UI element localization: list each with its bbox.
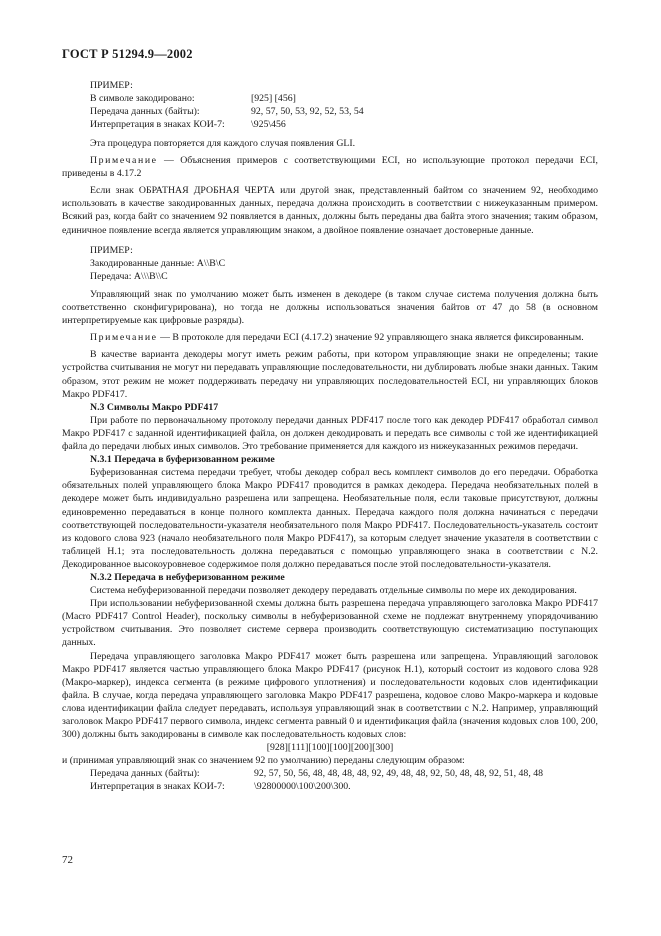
example-row-label: В символе закодировано: [90, 93, 195, 105]
codeword-sequence: [928][111][100][100][200][300] [266, 742, 394, 754]
text-block-2 [62, 288, 598, 794]
transmission-row [62, 767, 598, 780]
note-label: Примечание [90, 332, 158, 344]
example-row-value: [925] [456] [251, 93, 296, 105]
transmission-row-label: Передача данных (байты): [90, 768, 200, 780]
paragraph: Система небуферизованной передачи позволяет декодеру передавать отдельные символы по мере их декодирования. [90, 585, 577, 597]
example-block-1 [62, 79, 598, 131]
example-line: Закодированные данные: A\\B\C [90, 258, 226, 270]
page-header-title: ГОСТ Р 51294.9—2002 [62, 47, 193, 61]
paragraph: Если знак ОБРАТНАЯ ДРОБНАЯ ЧЕРТА или другой знак, представленный байтом со значением 92, необходимо использовать в качестве закодированных данных, передача должна происходить в соответствии с нижеуказанным примером. Всякий раз, когда байт со значением 92 появляется в данных, должны быть переданы два байта этого значения; таким образом, единичное появление всегда является управляющим знаком, а двойное появление означает достоверные данные. [62, 185, 598, 236]
transmission-row-label: Интерпретация в знаках КОИ-7: [90, 781, 225, 793]
note-paragraph [62, 154, 598, 180]
page-number: 72 [62, 854, 73, 866]
example-heading: ПРИМЕР: [90, 245, 133, 256]
paragraph: Буферизованная система передачи требует, чтобы декодер собрал весь комплект символов до его передачи. Обработка обязательных полей управляющего блока Макро PDF417 проводится в рамках декодера. Передача необязательных полей в декодере может быть индивидуально разрешена или запрещена. Необязательные поля, если таковые присутствуют, должны единовременно передаваться в конце полного комплекта данных. Передача каждого поля должна начинаться с передачи соответствующей последовательности-указателя необязательного поля Макро PDF417. Последовательность-указатель состоит из кодового слова 923 (начало необязательного поля Макро PDF417), за которым следует значение указателя в соответствии с таблицей H.1; эта последовательность должна передаваться с помощью управляющего знака в соответствии с N.2. Декодированное высокоуровневое содержимое поля должно передаваться после этой последовательности-указателя. [62, 467, 598, 570]
transmission-row-value: \92800000\100\200\300. [254, 781, 351, 793]
note-text: — В протоколе для передачи ECI (4.17.2) значение 92 управляющего знака является фиксированным. [157, 332, 584, 344]
note-text: — Объяснения примеров с соответствующими ECI, но использующие протокол передачи ECI, приведены в 4.17.2 [62, 155, 598, 180]
paragraph: Управляющий знак по умолчанию может быть изменен в декодере (в таком случае система получения должна быть соответственно сконфигурирована), но тогда не должны использоваться значения байтов от 47 до 58 (в основном интерпретируемые как цифровые разряды). [62, 289, 598, 327]
example-row [62, 92, 598, 105]
example-block-2 [62, 244, 598, 283]
paragraph: В качестве варианта декодеры могут иметь режим работы, при котором управляющие знаки не определены; такие устройства считывания не могут ни передавать управляющие последовательности, ни дублировать любые знаки данных. Таким образом, этот режим не может поддерживать передачу ни управляющих последовательностей ECI, ни управляющих блоков Макро PDF417. [62, 349, 598, 400]
paragraph: Эта процедура повторяется для каждого случая появления GLI. [90, 138, 356, 149]
paragraph: Передача управляющего заголовка Макро PDF417 может быть разрешена или запрещена. Управляющий заголовок Макро PDF417 является частью управляющего блока Макро PDF417 (рисунок H.1), который состоит из кодового слова 928 (Макро-маркер), индекса сегмента (в режиме цифрового уплотнения) и последовательности кодовых слов идентификации файла. В случае, когда передача управляющего заголовка Макро PDF417 разрешена, кодовое слово Макро-маркера и кодовые слова идентификации файла следует передавать, используя управляющий знак в соответствии с N.2. Например, управляющий заголовок Макро PDF417 первого символа, индекс сегмента равный 0 и идентификация файла (значения кодовых слов 100, 200, 300) должны быть закодированы в символе как последовательность кодовых слов: [62, 650, 598, 741]
section-heading: N.3.1 Передача в буферизованном режиме [90, 454, 275, 466]
example-row [62, 118, 598, 131]
section-heading: N.3.2 Передача в небуферизованном режиме [90, 571, 285, 583]
example-row [62, 105, 598, 118]
transmission-row [62, 780, 598, 793]
text-block-1 [62, 137, 598, 237]
transmission-row-value: 92, 57, 50, 56, 48, 48, 48, 48, 92, 49, 48, 48, 92, 50, 48, 48, 92, 51, 48, 48 [254, 768, 544, 780]
paragraph: и (принимая управляющий знак со значением 92 по умолчанию) переданы следующим образом: [62, 755, 465, 767]
example-row-label: Передача данных (байты): [90, 106, 200, 118]
note-label: Примечание [90, 155, 158, 167]
example-line: Передача: A\\\B\\C [90, 271, 168, 283]
example-row-value: \925\456 [251, 119, 286, 131]
note-paragraph [62, 331, 598, 344]
paragraph: При использовании небуферизованной схемы должна быть разрешена передача управляющего заголовка Макро PDF417 (Macro PDF417 Control Header), поскольку символы в небуферизованной схеме не подлежат внутреннему упорядочиванию устройством считывания. Это позволяет системе сервера производить соответствующую систематизацию поступающих данных. [62, 598, 598, 649]
example-row-label: Интерпретация в знаках КОИ-7: [90, 119, 225, 131]
example-heading: ПРИМЕР: [90, 80, 133, 91]
example-row-value: 92, 57, 50, 53, 92, 52, 53, 54 [251, 106, 364, 118]
section-heading: N.3 Символы Макро PDF417 [90, 401, 219, 413]
paragraph: При работе по первоначальному протоколу передачи данных PDF417 после того как декодер PDF417 обработал символ Макро PDF417 с заданной идентификацией файла, он должен декодировать и передать все символы с той же идентификацией файла до передачи любых иных символов. Это требование применяется для каждого из нижеуказанных режимов передачи. [62, 414, 598, 453]
